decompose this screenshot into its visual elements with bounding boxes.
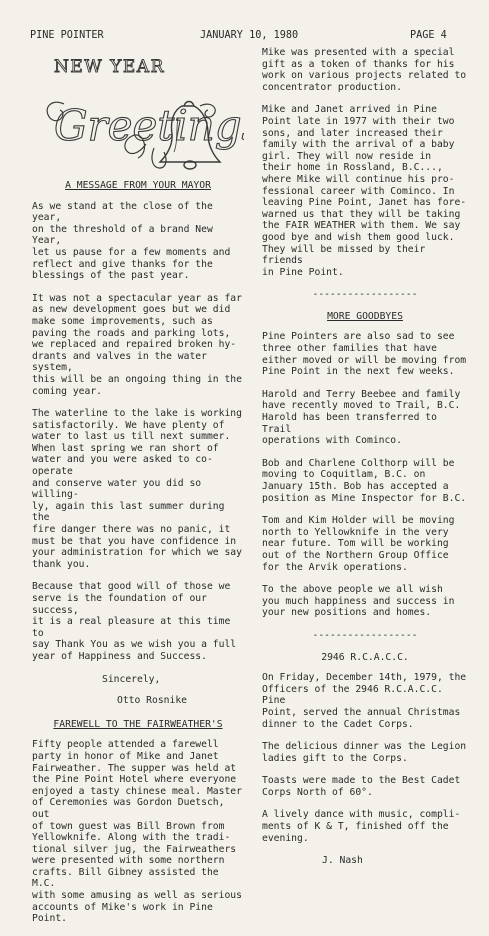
goodbyes-paragraph-1: Pine Pointers are also sad to see three other families that have either moved or will be moving from Pine Point in the next few weeks. bbox=[262, 331, 467, 378]
mayor-closing: Sincerely, bbox=[102, 673, 161, 685]
section-divider: ------------------ bbox=[312, 289, 418, 301]
page-header bbox=[0, 30, 489, 44]
goodbyes-paragraph-3: Bob and Charlene Colthorp will be moving to Coquitlam, B.C. on January 15th. Bob has accepted a position as Mine Inspector for B.C. bbox=[262, 457, 467, 504]
section-divider: ------------------ bbox=[312, 629, 418, 641]
issue-date: JANUARY 10, 1980 bbox=[200, 30, 299, 41]
mayor-paragraph-1: As we stand at the close of the year, on the threshold of a brand New Year, let us pause for a few moments and reflect and give thanks for the blessings of the past year. bbox=[32, 200, 231, 282]
mayor-message-heading: A MESSAGE FROM YOUR MAYOR bbox=[65, 180, 211, 191]
mayor-signer: Otto Rosnike bbox=[117, 695, 187, 707]
cadet-signer: J. Nash bbox=[322, 855, 363, 867]
goodbyes-paragraph-5: To the above people we all wish you much happiness and success in your new positions and homes. bbox=[262, 584, 455, 619]
mayor-paragraph-3: The waterline to the lake is working satisfactorily. We have plenty of water to last us till next summer. When last spring we ran short of water and you were asked to co-operate and conserve water you did so willing- ly, again this last summer during the fire danger there was no panic, it must be that you have confidence in your administration for which we say thank you. bbox=[32, 408, 242, 570]
goodbyes-paragraph-2: Harold and Terry Beebee and family have recently moved to Trail, B.C. Harold has been transferred to Trail operations with Cominco. bbox=[262, 388, 461, 447]
right-column bbox=[262, 47, 468, 867]
greeting-line1: NEW YEAR bbox=[54, 57, 165, 77]
farewell-continued-1: Mike was presented with a special gift as a token of thanks for his work on various projects related to concentrator production. bbox=[262, 47, 467, 93]
new-year-greeting-art bbox=[34, 48, 244, 178]
cadet-paragraph-2: The delicious dinner was the Legion ladies gift to the Corps. bbox=[262, 741, 467, 764]
publication-name: PINE POINTER bbox=[30, 30, 104, 41]
mayor-paragraph-4: Because that good will of those we serve is the foundation of our success, it is a real pleasure at this time to say Thank You as we wish you a full year of Happiness and Success. bbox=[32, 581, 237, 662]
page-number: PAGE 4 bbox=[410, 30, 447, 41]
goodbyes-paragraph-4: Tom and Kim Holder will be moving north to Yellowknife in the very near future. Tom will be working out of the Northern Group Office for the Arvik operations. bbox=[262, 515, 455, 573]
farewell-continued-2: Mike and Janet arrived in Pine Point late in 1977 with their two sons, and later increased their family with the arrival of a baby girl. They will now reside in their home in Rossland, B.C..., where Mike will continue his pro- fessional career with Cominco. In leaving Pine Point, Janet has fore- warned us that they will be taking the FAIR WEATHER with them. We say good bye and wish them good luck. They will be missed by their friends in Pine Point. bbox=[262, 104, 467, 278]
greeting-line2: Greetings bbox=[54, 101, 244, 150]
cadet-paragraph-3: Toasts were made to the Best Cadet Corps North of 60°. bbox=[262, 775, 461, 798]
mayor-paragraph-2: It was not a spectacular year as far as new development goes but we did make some improvements, such as paving the roads and parking lots, we replaced and repaired broken hy- drants and valves in the water system, this will be an ongoing thing in the coming year. bbox=[32, 292, 242, 397]
cadet-paragraph-4: A lively dance with music, compli- ments of K & T, finished off the evening. bbox=[262, 809, 461, 844]
greeting-drawing bbox=[34, 48, 244, 178]
farewell-paragraph: Fifty people attended a farewell party in honor of Mike and Janet Fairweather. The supper was held at the Pine Point Hotel where everyone enjoyed a tasty chinese meal. Master of Ceremonies was Gordon Duetsch, out of town guest was Bill Brown from Yellowknife. Along with the tradi- tional silver jug, the Fairweathers were presented with some northern crafts. Bill Gibney assisted the M.C. with some amusing as well as serious accounts of Mike's work in Pine Point. bbox=[32, 739, 242, 925]
cadet-paragraph-1: On Friday, December 14th, 1979, the Officers of the 2946 R.C.A.C.C. Pine Point, served the annual Christmas dinner to the Cadet Corps. bbox=[262, 672, 467, 730]
cadet-heading: 2946 R.C.A.C.C. bbox=[321, 651, 409, 663]
more-goodbyes-heading: MORE GOODBYES bbox=[327, 310, 403, 322]
farewell-heading: FAREWELL TO THE FAIRWEATHER'S bbox=[53, 718, 223, 730]
left-column bbox=[32, 180, 244, 936]
